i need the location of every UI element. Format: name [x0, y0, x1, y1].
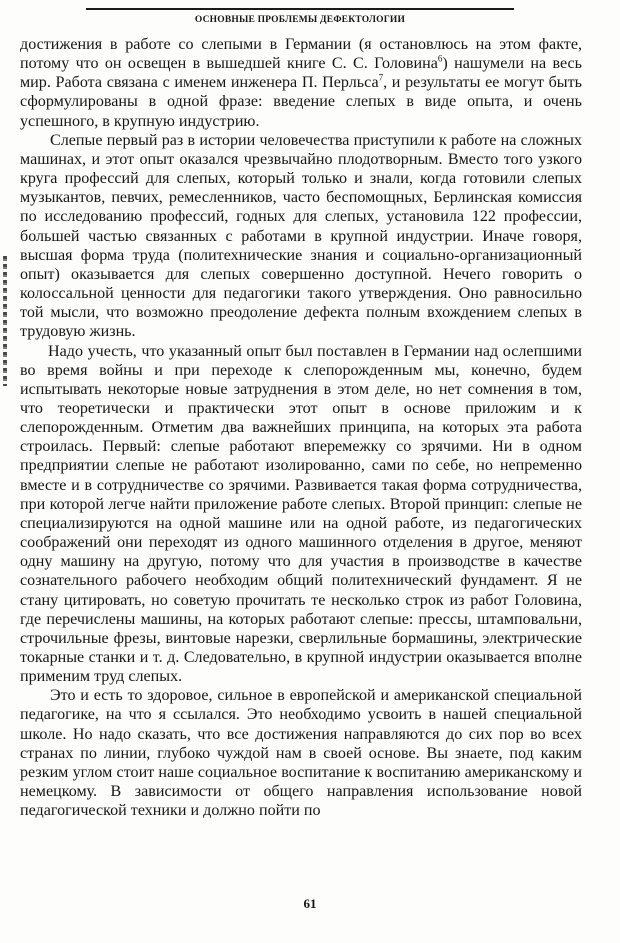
header-rule — [86, 8, 514, 10]
margin-scan-mark — [3, 256, 7, 386]
page-number: 61 — [303, 896, 317, 911]
paragraph-1 — [20, 35, 582, 131]
paragraph-1-part-2: ) нашумели на весь мир. Работа связана с именем инженера П. Перльса — [20, 55, 583, 92]
paragraph-1-part-1: достижения в работе со слепыми в Германии (я остановлюсь на этом факте, потому что он освещен в вышедшей книге С. С. Головина — [20, 36, 582, 73]
paragraph-2: Слепые первый раз в истории человечества приступили к работе на сложных машинах, и этот опыт оказался чрезвычайно плодотворным. Вместо того узкого круга профессий для слепых, который только и знали, когда готовили слепых музыкантов, певчих, ремесленников, часто беспомощных, Берлинская комиссия по исследованию профессий, годных для слепых, установила 122 профессии, большей частью связанных с работами в крупной индустрии. Иначе говоря, высшая форма труда (политехнические знания и социально-организационный опыт) оказывается для слепых совершенно доступной. Нечего говорить о колоссальной ценности для педагогики такого утверждения. Оно равносильно той мысли, что возможно преодоление дефекта полным вхождением слепых в трудовую жизнь. — [20, 131, 582, 341]
footnote-ref-7: 7 — [378, 72, 384, 83]
paragraph-3: Надо учесть, что указанный опыт был поставлен в Германии над ослепшими во время войны и при переходе к слепорожденным мы, конечно, будем испытывать некоторые новые затруднения в этом деле, но нет сомнения в том, что теоретически и практически этот опыт в основе приложим и к слепорожденным. Отметим два важнейших принципа, на которых эта работа строилась. Первый: слепые работают вперемежку со зрячими. Ни в одном предприятии слепые не работают изолированно, сами по себе, но непременно вместе и в сотрудничестве со зрячими. Развивается такая форма сотрудничества, при которой легче найти приложение работе слепых. Второй принцип: слепые не специализируются на одной машине или на одной работе, из педагогических соображений они переходят из одного машинного отделения в другое, меняют одну машину на другую, потому что для участия в производстве в качестве сознательного рабочего необходим общий политехнический фундамент. Я не стану цитировать, но советую прочитать те несколько строк из работ Головина, где перечислены машины, на которых работают слепые: прессы, штамповальни, строчильные фрезы, винтовые нарезки, сверлильные бормашины, электрические токарные станки и т. д. Следовательно, в крупной индустрии оказывается вполне применим труд слепых. — [20, 342, 582, 686]
running-head: ОСНОВНЫЕ ПРОБЛЕМЫ ДЕФЕКТОЛОГИИ — [194, 15, 406, 25]
footnote-ref-6: 6 — [437, 53, 443, 64]
paragraph-1-part-3: , и результаты ее могут быть сформулированы в одной фразе: введение слепых в виде опыта, и очень успешного, в крупную индустрию. — [20, 74, 582, 130]
paragraph-4: Это и есть то здоровое, сильное в европейской и американской специальной педагогике, на что я ссылался. Это необходимо усвоить в нашей специальной школе. Но надо сказать, что все достижения направляются до сих пор во всех странах по линии, глубоко чуждой нам в своей основе. Вы знаете, под каким резким углом стоит наше социальное воспитание к воспитанию американскому и немецкому. В зависимости от общего направления использование новой педагогической техники и должно пойти по — [20, 687, 582, 820]
body-text — [20, 35, 582, 820]
